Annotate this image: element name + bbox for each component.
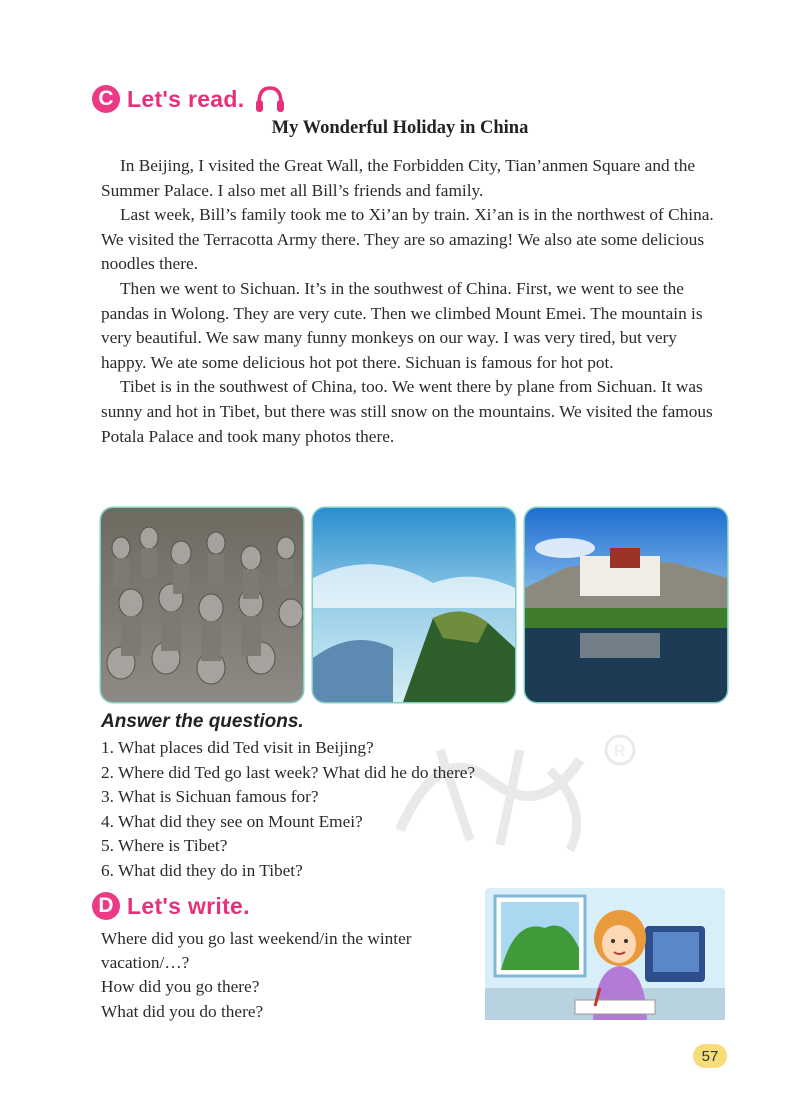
story-paragraph: In Beijing, I visited the Great Wall, the Forbidden City, Tian’anmen Square and the Summer Palace. I also met all Bill’s friends and family. [101, 156, 696, 200]
question-item: 5. Where is Tibet? [101, 836, 228, 856]
section-c-badge: C [92, 85, 120, 113]
question-item: 3. What is Sichuan famous for? [101, 787, 319, 807]
page-number: 57 [693, 1044, 727, 1068]
writing-prompt-line: Where did you go last weekend/in the winter [101, 929, 412, 948]
section-c-title: Let's read. [127, 85, 245, 112]
question-item: 6. What did they do in Tibet? [101, 860, 303, 880]
section-d-header [92, 892, 250, 920]
question-item: 1. What places did Ted visit in Beijing? [101, 738, 374, 757]
section-d-title: Let's write. [127, 892, 250, 919]
story-paragraph: Last week, Bill’s family took me to Xi’an by train. Xi’an is in the northwest of China. We visited the Terracotta Army there. They are so amazing! We also ate some delicious noodles there. [101, 205, 714, 274]
story-text [101, 154, 721, 449]
section-c-header [92, 84, 286, 114]
writing-prompts [101, 927, 481, 1024]
question-item: 4. What did they see on Mount Emei? [101, 811, 363, 831]
section-d-badge: D [92, 892, 120, 920]
story-paragraph: Then we went to Sichuan. It’s in the southwest of China. First, we went to see the pandas in Wolong. They are very cute. Then we climbed Mount Emei. The mountain is very beautiful. We saw many funny monkeys on our way. I was very tired, but very happy. We ate some delicious hot pot there. Sichuan is famous for hot pot. [101, 278, 703, 372]
question-item: 2. Where did Ted go last week? What did he do there? [101, 762, 476, 782]
terracotta-army-photo [101, 508, 303, 702]
girl-writing-illustration [485, 888, 725, 1020]
story-paragraph: Tibet is in the southwest of China, too. We went there by plane from Sichuan. It was sunny and hot in Tibet, but there was still snow on the mountains. We visited the famous Potala Palace and took many photos there. [101, 377, 713, 446]
potala-palace-photo [525, 508, 727, 702]
svg-text:R: R [614, 743, 626, 760]
headphones-icon[interactable] [254, 84, 286, 114]
story-title: My Wonderful Holiday in China [271, 118, 529, 138]
writing-prompt-line: How did you go there? [101, 977, 260, 997]
writing-prompt-line: vacation/…? [101, 953, 190, 973]
writing-prompt-line: What did you do there? [101, 1001, 264, 1021]
question-list [101, 736, 621, 884]
mount-emei-photo [313, 508, 515, 702]
answer-questions-heading: Answer the questions. [101, 711, 304, 732]
